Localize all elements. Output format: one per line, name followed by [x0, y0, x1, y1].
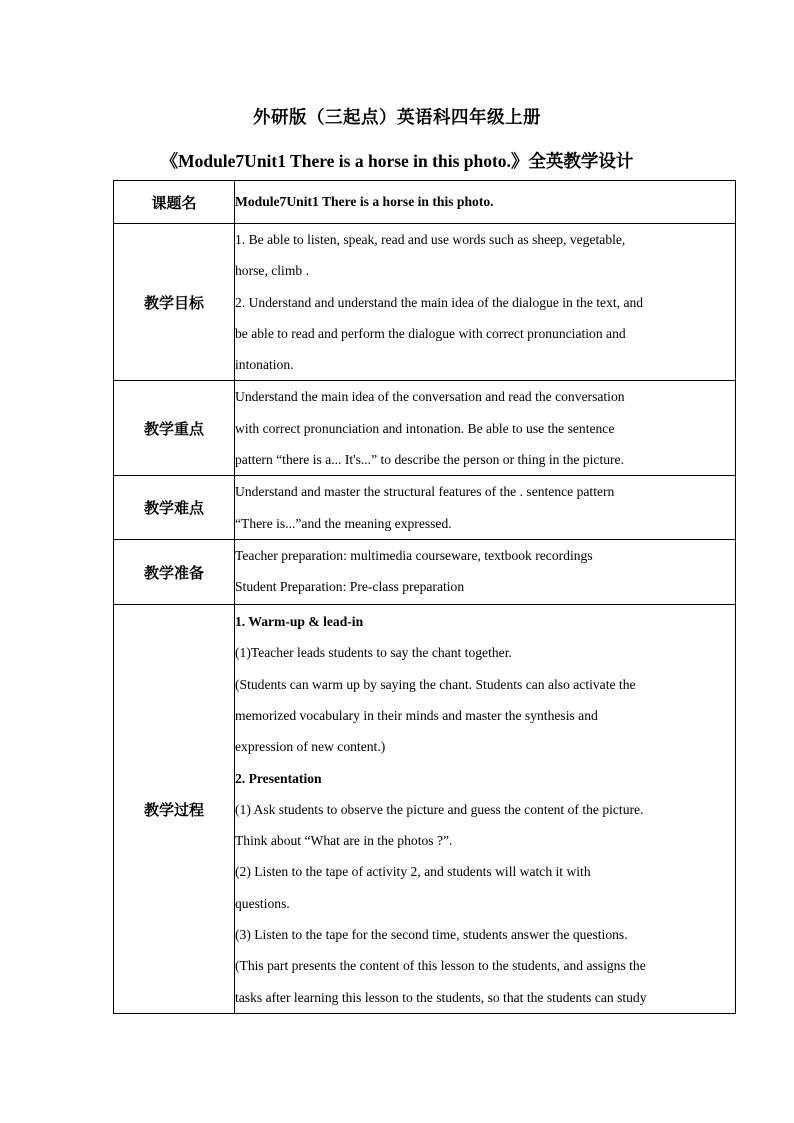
- difficulties-line: Understand and master the structural features of the . sentence pattern: [235, 484, 615, 500]
- objectives-line: 1. Be able to listen, speak, read and use words such as sheep, vegetable,: [235, 232, 626, 247]
- document-title: 外研版（三起点）英语科四年级上册: [253, 108, 541, 128]
- subtitle-suffix: 》全英教学设计: [510, 152, 634, 172]
- process-label: 教学过程: [114, 605, 235, 1014]
- preparation-line: Teacher preparation: multimedia courseware, textbook recordings: [235, 548, 593, 564]
- table-row-key-points: [114, 381, 736, 476]
- process-line: (3) Listen to the tape for the second time, students answer the questions.: [235, 927, 628, 943]
- process-line: (Students can warm up by saying the chant. Students can also activate the: [235, 676, 636, 692]
- document-subtitle: [0, 148, 794, 173]
- topic-label: 课题名: [114, 181, 235, 224]
- process-section-heading: 1. Warm-up & lead-in: [235, 614, 364, 630]
- process-section-heading: 2. Presentation: [235, 770, 322, 786]
- key-points-line: pattern “there is a... It's...” to describe the person or thing in the picture.: [235, 452, 624, 468]
- difficulties-line: “There is...”and the meaning expressed.: [235, 515, 452, 531]
- objectives-content: [235, 224, 736, 381]
- difficulties-label: 教学难点: [114, 476, 235, 540]
- subtitle-english: Module7Unit1 There is a horse in this photo.: [178, 151, 511, 171]
- preparation-content: [235, 540, 736, 605]
- objectives-line: horse, climb .: [235, 263, 309, 279]
- difficulties-content: [235, 476, 736, 540]
- subtitle-prefix: 《: [160, 152, 179, 172]
- key-points-content: [235, 381, 736, 476]
- lesson-plan-table: [113, 180, 736, 1014]
- process-line: Think about “What are in the photos ?”.: [235, 833, 453, 849]
- table-row-topic: [114, 181, 736, 224]
- process-line: (This part presents the content of this lesson to the students, and assigns the: [235, 958, 646, 974]
- table-row-preparation: [114, 540, 736, 605]
- preparation-label: 教学准备: [114, 540, 235, 605]
- process-line: (1)Teacher leads students to say the chant together.: [235, 645, 512, 661]
- objectives-line: intonation.: [235, 357, 294, 373]
- objectives-line: 2. Understand and understand the main idea of the dialogue in the text, and: [235, 294, 644, 310]
- key-points-label: 教学重点: [114, 381, 235, 476]
- table-row-difficulties: [114, 476, 736, 540]
- objectives-line: be able to read and perform the dialogue with correct pronunciation and: [235, 325, 626, 341]
- process-line: (1) Ask students to observe the picture and guess the content of the picture.: [235, 801, 644, 817]
- topic-value: Module7Unit1 There is a horse in this photo.: [235, 181, 736, 224]
- table-row-process: [114, 605, 736, 1014]
- process-line: (2) Listen to the tape of activity 2, and students will watch it with: [235, 864, 591, 880]
- objectives-label: 教学目标: [114, 224, 235, 381]
- process-line: questions.: [235, 895, 290, 911]
- process-line: tasks after learning this lesson to the students, so that the students can study: [235, 989, 647, 1005]
- table-row-objectives: [114, 224, 736, 381]
- process-line: expression of new content.): [235, 739, 386, 755]
- process-content: [235, 605, 736, 1014]
- preparation-line: Student Preparation: Pre-class preparation: [235, 579, 465, 595]
- process-line: memorized vocabulary in their minds and master the synthesis and: [235, 707, 598, 723]
- key-points-line: Understand the main idea of the conversation and read the conversation: [235, 389, 625, 405]
- key-points-line: with correct pronunciation and intonation. Be able to use the sentence: [235, 420, 615, 436]
